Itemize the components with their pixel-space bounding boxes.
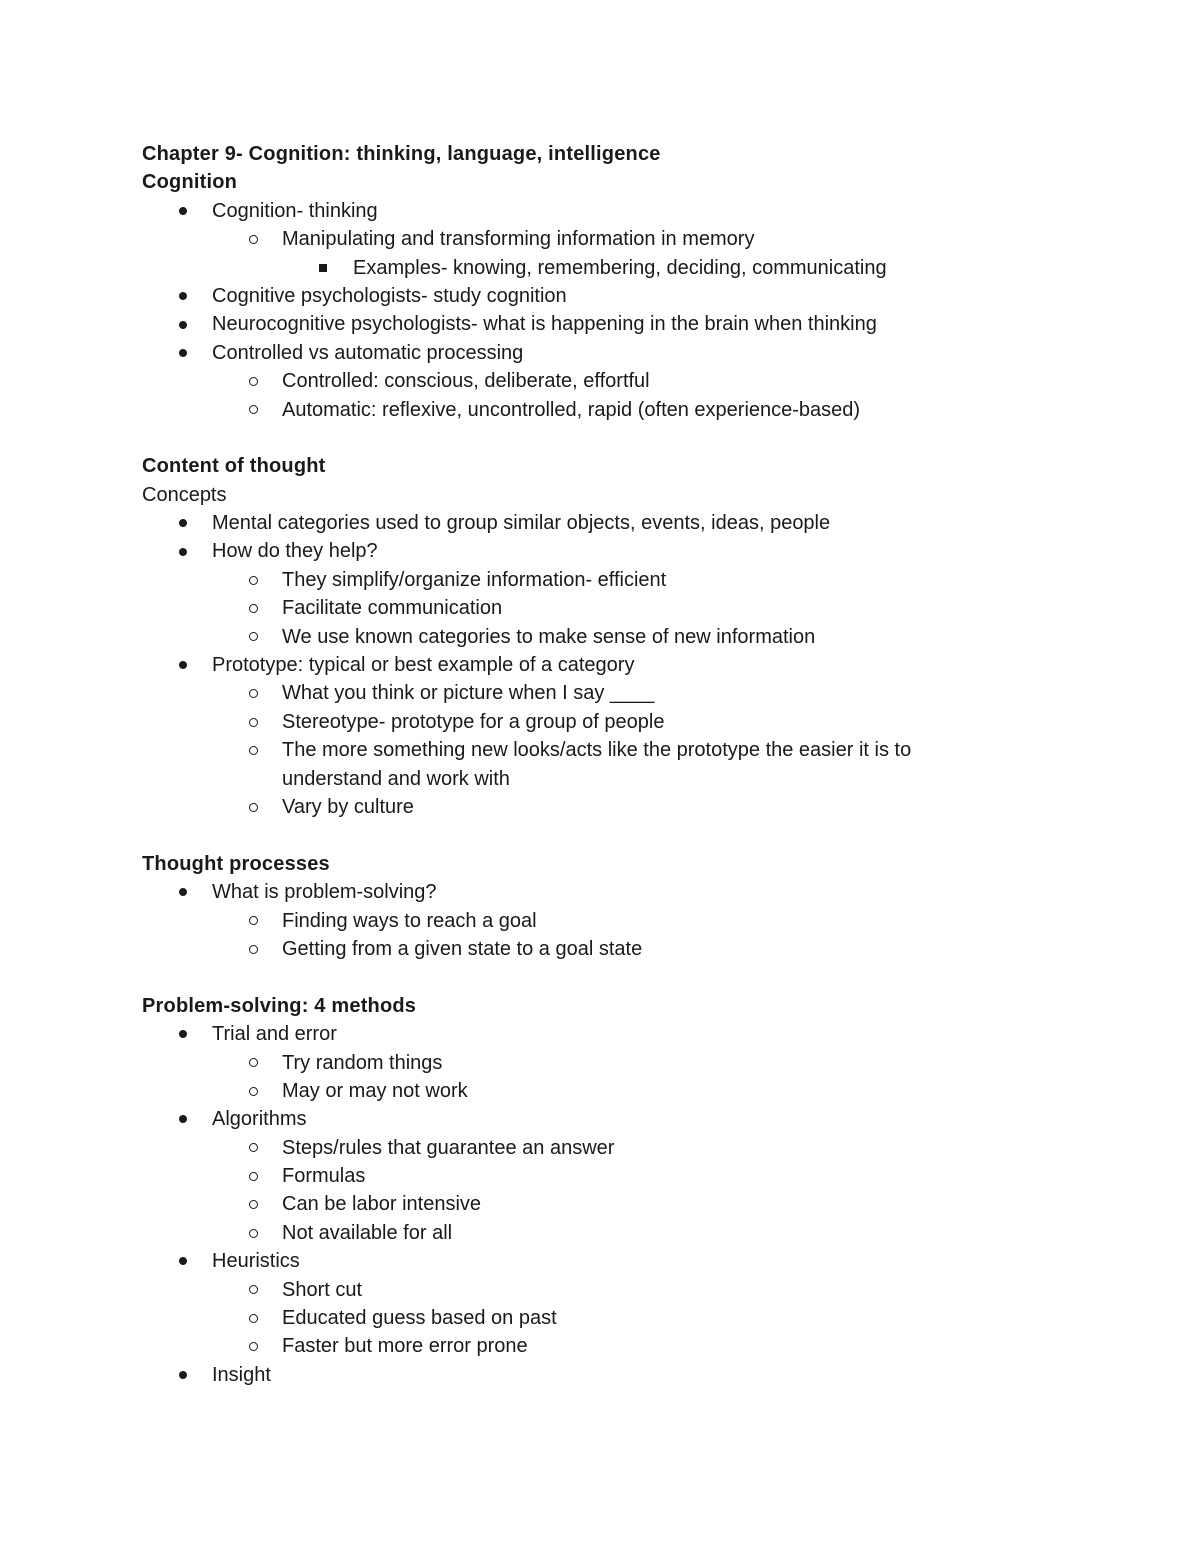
bullet-disc-icon xyxy=(176,537,190,565)
bullet-circle-icon xyxy=(246,1304,260,1332)
list-item: Educated guess based on past xyxy=(142,1304,1102,1332)
bullet-circle-icon xyxy=(246,679,260,707)
bullet-disc-icon xyxy=(176,1247,190,1275)
list-item: Faster but more error prone xyxy=(142,1332,1102,1360)
list-item: Getting from a given state to a goal state xyxy=(142,935,1102,963)
list-item: Cognition- thinking xyxy=(142,197,1102,225)
list-item: Cognitive psychologists- study cognition xyxy=(142,282,1102,310)
bullet-circle-icon xyxy=(246,1276,260,1304)
bullet-circle-icon xyxy=(246,1190,260,1218)
list-item: Trial and error xyxy=(142,1020,1102,1048)
bullet-disc-icon xyxy=(176,197,190,225)
bullet-circle-icon xyxy=(246,1332,260,1360)
list-item: Stereotype- prototype for a group of people xyxy=(142,708,1102,736)
bullet-circle-icon xyxy=(246,623,260,651)
list-item: The more something new looks/acts like the prototype the easier it is to xyxy=(142,736,1102,764)
list-item: Insight xyxy=(142,1361,1102,1389)
bullet-circle-icon xyxy=(246,594,260,622)
bullet-circle-icon xyxy=(246,1219,260,1247)
bullet-disc-icon xyxy=(176,509,190,537)
subheading-concepts: Concepts xyxy=(142,483,227,506)
bullet-circle-icon xyxy=(246,1134,260,1162)
list-item: They simplify/organize information- efficient xyxy=(142,566,1102,594)
list-item: Can be labor intensive xyxy=(142,1190,1102,1218)
list-item: Try random things xyxy=(142,1049,1102,1077)
list-item: Automatic: reflexive, uncontrolled, rapid (often experience-based) xyxy=(142,396,1102,424)
blank-line xyxy=(142,424,1102,452)
list-item: Vary by culture xyxy=(142,793,1102,821)
list-item: Heuristics xyxy=(142,1247,1102,1275)
bullet-disc-icon xyxy=(176,310,190,338)
document-body xyxy=(142,140,1102,1389)
bullet-circle-icon xyxy=(246,907,260,935)
list-item: Manipulating and transforming information in memory xyxy=(142,225,1102,253)
section-heading-content-of-thought: Content of thought xyxy=(142,455,326,478)
list-item: Neurocognitive psychologists- what is happening in the brain when thinking xyxy=(142,310,1102,338)
list-item: How do they help? xyxy=(142,537,1102,565)
bullet-circle-icon xyxy=(246,1077,260,1105)
bullet-disc-icon xyxy=(176,1105,190,1133)
list-item: Not available for all xyxy=(142,1219,1102,1247)
bullet-disc-icon xyxy=(176,1020,190,1048)
list-item: Formulas xyxy=(142,1162,1102,1190)
bullet-disc-icon xyxy=(176,651,190,679)
bullet-circle-icon xyxy=(246,736,260,764)
list-item: Algorithms xyxy=(142,1105,1102,1133)
list-item: Facilitate communication xyxy=(142,594,1102,622)
bullet-circle-icon xyxy=(246,566,260,594)
bullet-circle-icon xyxy=(246,935,260,963)
blank-line xyxy=(142,821,1102,849)
bullet-circle-icon xyxy=(246,708,260,736)
list-item: May or may not work xyxy=(142,1077,1102,1105)
section-heading-thought-processes: Thought processes xyxy=(142,852,330,875)
bullet-circle-icon xyxy=(246,225,260,253)
list-item: What you think or picture when I say ____ xyxy=(142,679,1102,707)
list-item: Steps/rules that guarantee an answer xyxy=(142,1134,1102,1162)
bullet-circle-icon xyxy=(246,793,260,821)
list-item: Finding ways to reach a goal xyxy=(142,907,1102,935)
bullet-disc-icon xyxy=(176,339,190,367)
bullet-square-icon xyxy=(316,254,330,282)
bullet-disc-icon xyxy=(176,1361,190,1389)
list-item-continuation: understand and work with xyxy=(282,767,510,790)
list-item: Controlled vs automatic processing xyxy=(142,339,1102,367)
bullet-disc-icon xyxy=(176,878,190,906)
bullet-circle-icon xyxy=(246,367,260,395)
bullet-circle-icon xyxy=(246,1162,260,1190)
list-item: Prototype: typical or best example of a category xyxy=(142,651,1102,679)
list-item: What is problem-solving? xyxy=(142,878,1102,906)
list-item: Examples- knowing, remembering, deciding, communicating xyxy=(142,254,1102,282)
bullet-circle-icon xyxy=(246,1049,260,1077)
section-heading-cognition: Cognition xyxy=(142,171,238,194)
section-heading-problem-solving: Problem-solving: 4 methods xyxy=(142,994,417,1017)
bullet-circle-icon xyxy=(246,396,260,424)
document-title: Chapter 9- Cognition: thinking, language, intelligence xyxy=(142,143,661,165)
bullet-disc-icon xyxy=(176,282,190,310)
blank-line xyxy=(142,963,1102,991)
list-item: Controlled: conscious, deliberate, effortful xyxy=(142,367,1102,395)
list-item: Mental categories used to group similar objects, events, ideas, people xyxy=(142,509,1102,537)
list-item: Short cut xyxy=(142,1276,1102,1304)
list-item: We use known categories to make sense of new information xyxy=(142,623,1102,651)
